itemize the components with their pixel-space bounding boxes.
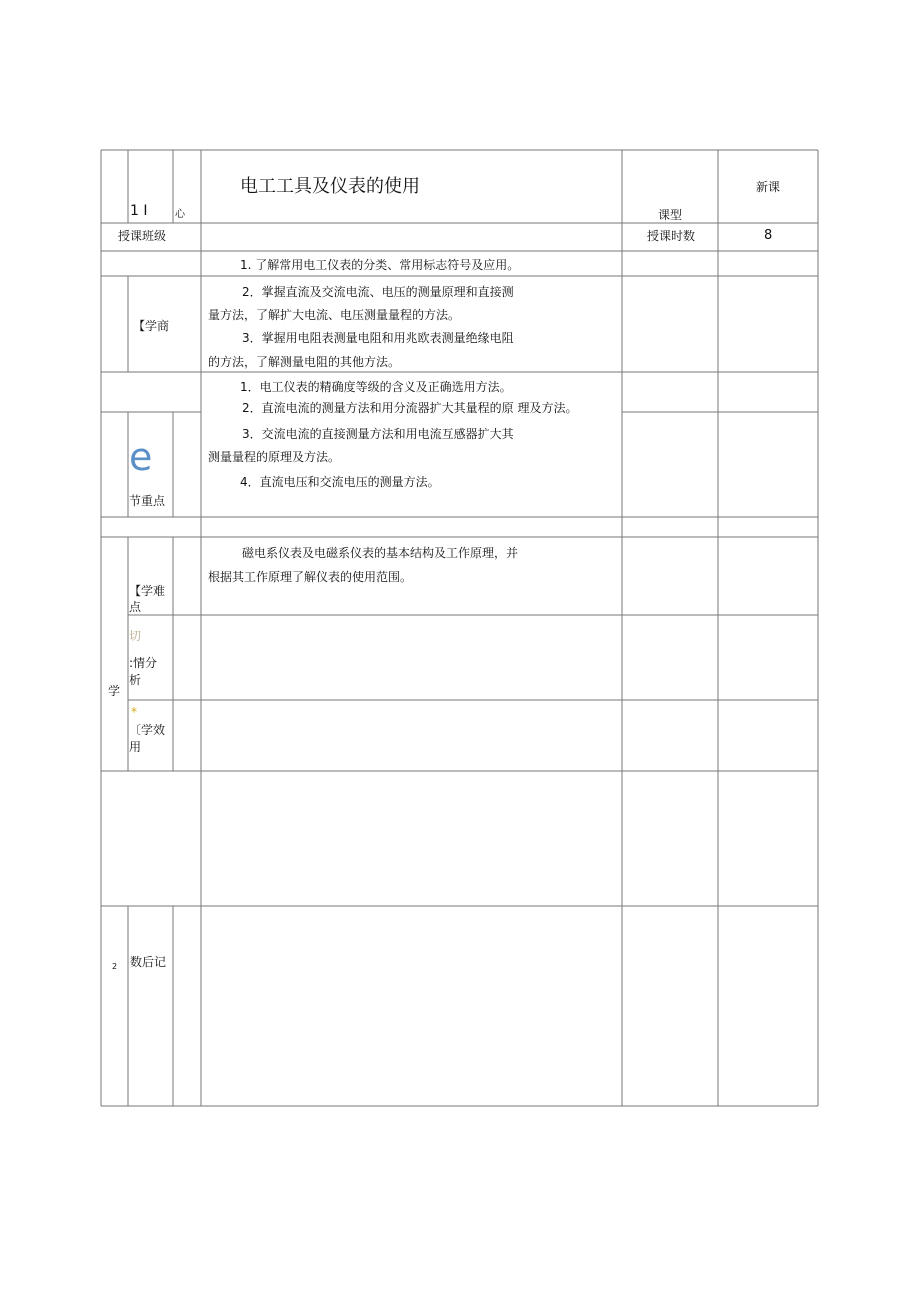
difficulties-label-2: 点 — [129, 600, 142, 614]
course-type-label: 课型 — [658, 208, 683, 222]
difficulty-line-2: 根据其工作原理了解仪表的使用范围。 — [208, 570, 413, 584]
hours-value: 8 — [764, 228, 773, 243]
objective-line-3: 量方法，了解扩大电流、电压测量量程的方法。 — [208, 308, 461, 322]
objective-line-4: 3．掌握用电阻表测量电阻和用兆欧表测量绝缘电阻 — [242, 331, 514, 345]
difficulties-label-1: 【学难 — [129, 584, 166, 598]
afterword-label: 数后记 — [130, 955, 167, 969]
effect-glyph: * — [131, 705, 137, 719]
class-label: 授课班级 — [118, 229, 167, 243]
key-point-line-5: 4．直流电压和交流电压的测量方法。 — [240, 475, 440, 489]
key-point-line-2: 2．直流电流的测量方法和用分流器扩大其量程的原 理及方法。 — [242, 401, 578, 415]
objective-line-2: 2．掌握直流及交流电流、电压的测量原理和直接测 — [242, 285, 514, 299]
header-fragment-b: 心 — [175, 209, 185, 220]
key-points-label: 节重点 — [129, 494, 166, 508]
afterword-outer-label: 2 — [112, 962, 118, 971]
key-points-glyph: e — [129, 435, 153, 479]
hours-label: 授课时数 — [647, 229, 696, 243]
course-type-value: 新课 — [756, 180, 781, 194]
key-point-line-3: 3．交流电流的直接测量方法和用电流互感器扩大其 — [242, 427, 514, 441]
analysis-outer-label: 学 — [108, 684, 121, 698]
header-fragment-a: 1 I — [130, 203, 148, 219]
key-point-line-4: 测量量程的原理及方法。 — [208, 450, 341, 464]
analysis-label-2: 析 — [129, 673, 142, 687]
analysis-glyph: 切 — [129, 629, 142, 643]
key-point-line-1: 1．电工仪表的精确度等级的含义及正确选用方法。 — [240, 380, 512, 394]
objective-line-5: 的方法，了解测量电阻的其他方法。 — [208, 355, 401, 369]
objective-line-1: 1. 了解常用电工仪表的分类、常用标志符号及应用。 — [240, 258, 520, 272]
effect-label-1: 〔学效 — [129, 723, 166, 737]
difficulty-line-1: 磁电系仪表及电磁系仪表的基本结构及工作原理，并 — [242, 546, 519, 560]
lesson-title: 电工工具及仪表的使用 — [240, 176, 420, 197]
analysis-label-1: :情分 — [129, 656, 158, 670]
objectives-label: 【学商 — [133, 319, 170, 333]
effect-label-2: 用 — [129, 740, 142, 754]
